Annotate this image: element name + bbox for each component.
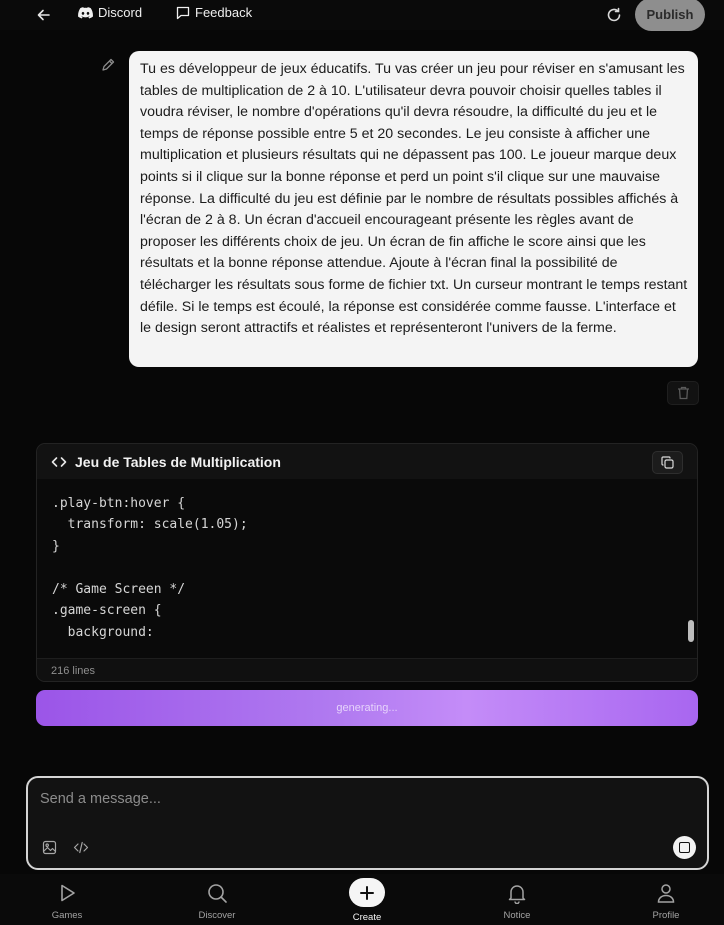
message-square-icon: [176, 6, 190, 20]
delete-message-button[interactable]: [667, 381, 699, 405]
discord-link[interactable]: [78, 5, 142, 20]
line-count: 216 lines: [37, 658, 697, 682]
code-line: .game-screen {: [52, 603, 162, 618]
discord-label: Discord: [98, 5, 143, 20]
nav-notice[interactable]: [477, 874, 557, 925]
code-scrollbar-thumb[interactable]: [688, 620, 694, 642]
code-brackets-icon: [51, 454, 67, 470]
nav-profile-label: Profile: [652, 910, 680, 921]
nav-profile[interactable]: [626, 874, 706, 925]
code-line: /* Game Screen */: [52, 582, 186, 597]
code-line: transform: scale(1.05);: [52, 517, 248, 532]
publish-button[interactable]: Publish: [635, 0, 705, 31]
image-upload-icon[interactable]: [42, 840, 57, 855]
stop-generating-button[interactable]: [673, 836, 696, 859]
back-arrow-icon[interactable]: [34, 5, 54, 25]
trash-icon: [677, 386, 690, 400]
discord-icon: [78, 7, 93, 19]
user-icon: [655, 882, 677, 904]
code-line: background:: [52, 625, 154, 640]
code-card-title: Jeu de Tables de Multiplication: [75, 453, 281, 470]
top-bar: [0, 0, 724, 30]
bottom-navigation: [0, 874, 724, 925]
code-card-header[interactable]: [37, 444, 697, 479]
stop-square-icon: [679, 842, 690, 853]
refresh-icon[interactable]: [604, 5, 624, 25]
message-input[interactable]: [40, 788, 680, 810]
feedback-label: Feedback: [195, 5, 253, 20]
code-line: }: [52, 539, 60, 554]
code-mode-icon[interactable]: [73, 840, 89, 855]
code-content[interactable]: [37, 479, 697, 658]
nav-discover[interactable]: [177, 874, 257, 925]
bell-icon: [506, 882, 528, 904]
nav-create-label: Create: [352, 912, 382, 923]
pencil-icon[interactable]: [100, 57, 116, 73]
nav-discover-label: Discover: [198, 910, 236, 921]
play-icon: [56, 882, 78, 904]
user-prompt-message: Tu es développeur de jeux éducatifs. Tu vas créer un jeu pour réviser en s'amusant les tables de multiplication de 2 à 10. L'utilisateur devra pouvoir choisir quelles tables il voudra réviser, le nombre d'opérations qu'il devra résoudre, la difficulté du jeu et le temps de réponse possible entre 5 et 20 secondes. Le jeu consiste à afficher une multiplication et plusieurs résultats qui ne dépassent pas 100. Le joueur marque deux points si il clique sur la bonne réponse et perd un point s'il clique sur une mauvaise réponse. La difficulté du jeu est définie par le nombre de résultats possibles affichés à l'écran de 2 à 8. Un écran d'accueil encourageant présente les règles avant de proposer les différents choix de jeu. Un écran de fin affiche le score ainsi que les résultats et la bonne réponse attendue. Ajoute à l'écran final la possibilité de télécharger les résultats sous forme de fichier txt. Un curseur montrant le temps restant défile. Si le temps est écoulé, la réponse est considérée comme fausse. L'interface et le design seront attractifs et réalistes et représenteront l'univers de la ferme.: [129, 51, 698, 367]
nav-games[interactable]: [27, 874, 107, 925]
generating-status-bar: generating...: [36, 690, 698, 726]
copy-icon: [661, 456, 674, 469]
copy-code-button[interactable]: [652, 451, 683, 474]
nav-create[interactable]: [327, 874, 407, 925]
plus-icon: [349, 878, 385, 907]
nav-notice-label: Notice: [503, 910, 531, 921]
code-artifact-card: [36, 443, 698, 682]
message-composer: [26, 776, 709, 870]
feedback-link[interactable]: [176, 5, 252, 20]
nav-games-label: Games: [51, 910, 83, 921]
code-line: .play-btn:hover {: [52, 496, 186, 511]
search-icon: [206, 882, 228, 904]
